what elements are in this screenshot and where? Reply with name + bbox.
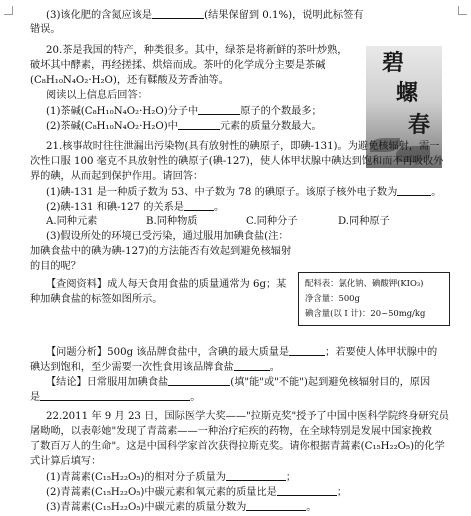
- text-line: (3)该化肥的含氮应该是 (结果保留到 0.1%)，说明此标签有: [46, 10, 364, 21]
- text-line: 阅读以上信息后回答：: [46, 90, 148, 101]
- text-line: (1)青蒿素(C₁₅H₂₂O₅)的相对分子质量为 ；: [46, 472, 297, 483]
- text-line: (2)茶碱(C₈H₁₀N₄O₂·H₂O)中 元素的质量分数最大。: [46, 121, 322, 132]
- text-line: 次性口服 100 毫克不具放射性的碘原子(碘-127)，使人体甲状腺中碘达到饱和而不再吸收外: [30, 156, 444, 167]
- text-line: 界的碘，从而起到保护作用。请回答：: [30, 171, 204, 182]
- text-line: 的目的呢？: [30, 261, 81, 272]
- text-line: 错误。: [30, 24, 61, 35]
- image-char: 碧: [382, 50, 405, 76]
- text-line: 加碘食盐中的碘为碘-127)的方法能否有效起到避免核辐射: [30, 246, 292, 257]
- text-line: (3)假设所处的环境已受污染，通过服用加碘食盐(注：: [46, 231, 289, 242]
- salt-label-box: [298, 272, 450, 326]
- image-char: 春: [408, 112, 431, 138]
- text-line: 21.核事故时往往泄漏出污染物(具有放射性的碘原子，即碘-131)。为避免核辐射，需一: [46, 141, 440, 152]
- option-b: B.同种物质: [146, 216, 198, 227]
- text-line: 22.2011 年 9 月 23 日，国际医学大奖——"拉斯克奖"授予了中国中医科学院终身研究员: [46, 411, 449, 422]
- image-char: 螺: [396, 80, 419, 106]
- text-line: (2)碘-131 和碘-127 的关系是 。: [46, 202, 225, 213]
- text-line: 是 。: [30, 392, 201, 403]
- text-line: (1)碘-131 是一种质子数为 53、中子数为 78 的碘原子。该原子核外电子数为 。: [46, 187, 442, 198]
- text-line: (C₈H₁₀N₄O₂·H₂O)，还有鞣酸及芳香油等。: [30, 75, 229, 86]
- text-line: 【查阅资料】成人每天食用食盐的质量通常为 6g；某: [46, 279, 287, 290]
- text-line: 【结论】日常服用加碘食盐 (填"能"或"不能")起到避免核辐射目的，原因: [46, 377, 431, 388]
- label-iodine-content: 碘含量(以 I 计)：20~50mg/kg: [305, 308, 426, 318]
- text-line: 【问题分析】500g 该品牌食盐中，含碘的最大质量是 ；若要使人体甲状腺中的: [46, 347, 438, 358]
- text-line: 种加碘食盐的标签如图所示。: [30, 294, 163, 305]
- text-line: (3)青蒿素(C₁₅H₂₂O₅)中碳元素的质量分数为 。: [46, 502, 317, 513]
- label-ingredients: 配料表：氯化钠、碘酸钾(KIO₃): [305, 278, 424, 288]
- text-line: 式计算后填写：: [30, 456, 102, 467]
- text-line: (2)青蒿素(C₁₅H₂₂O₅)中碳元素和氧元素的质量比是 ；: [46, 487, 348, 498]
- text-line: 20.茶是我国的特产，种类很多。其中，绿茶是将新鲜的茶叶炒熟，: [46, 45, 348, 56]
- label-net-weight: 净含量：500g: [305, 293, 360, 303]
- text-line: (1)茶碱(C₈H₁₀N₄O₂·H₂O)分子中 原子的个数最多；: [46, 106, 322, 117]
- text-line: 破坏其中酵素，再经搓揉、烘焙而成。茶叶的化学成分主要是茶碱: [30, 60, 326, 71]
- text-line: 屠呦呦，以表彰她"发现了青蒿素——一种治疗疟疾的药物，在全球特别是发展中国家挽救: [30, 426, 432, 437]
- option-c: C.同种分子: [246, 216, 298, 227]
- option-a: A.同种元素: [46, 216, 98, 227]
- options-line: [46, 215, 466, 228]
- text-line: 碘达到饱和，至少需要一次性食用该品牌食盐 。: [30, 362, 280, 373]
- page-corner-mark: [4, 6, 13, 15]
- option-d: D.同种原子: [338, 216, 390, 227]
- text-line: 了数百万人的生命"。这是中国科学家首次获得拉斯克奖。请你根据青蒿素(C₁₅H₂₂O₅)的化学: [30, 441, 445, 452]
